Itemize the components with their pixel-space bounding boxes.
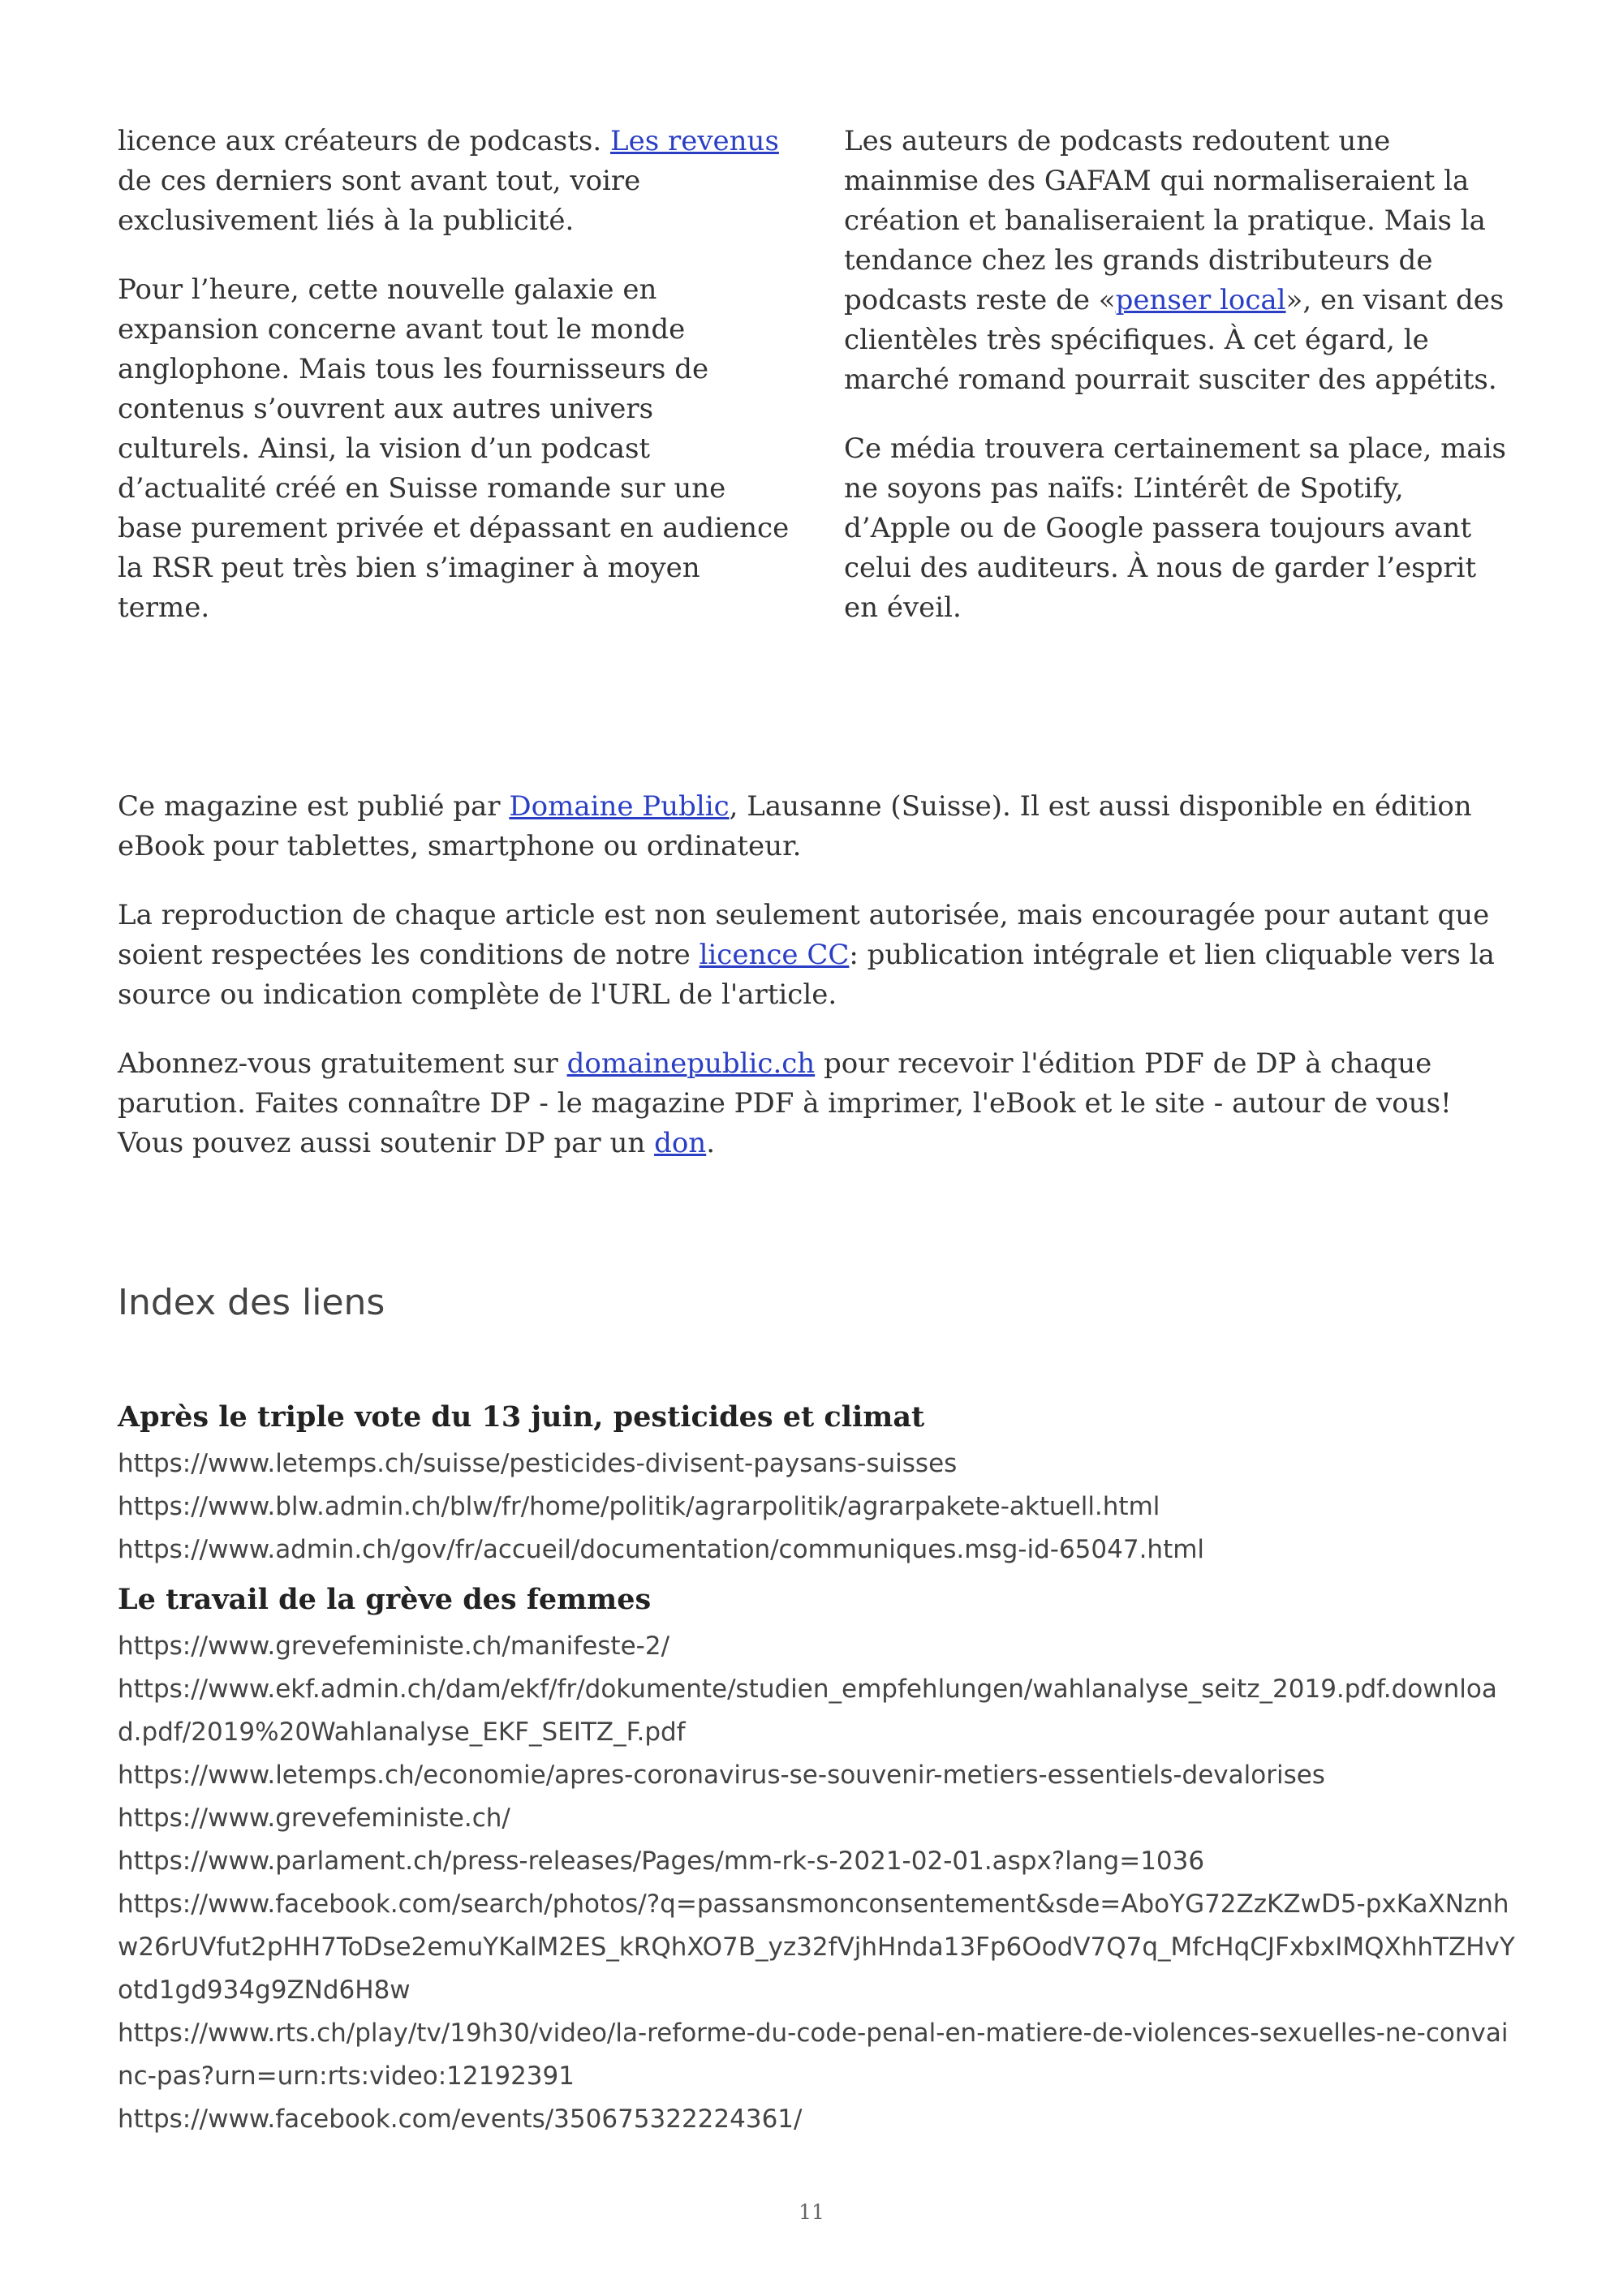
imprint-section [118, 787, 1518, 1193]
url-item[interactable]: https://www.blw.admin.ch/blw/fr/home/politik/agrarpolitik/agrarpakete-aktuell.html [118, 1492, 1160, 1521]
link-domainepublic-ch[interactable]: domainepublic.ch [566, 1047, 816, 1080]
url-item[interactable]: https://www.grevefeministe.ch/manifeste-2/ [118, 1632, 670, 1661]
url-item[interactable]: https://www.admin.ch/gov/fr/accueil/documentation/communiques.msg-id-65047.html [118, 1535, 1205, 1564]
link-licence-cc[interactable]: licence CC [699, 939, 850, 971]
index-title: Index des liens [118, 1282, 385, 1323]
link-les-revenus[interactable]: Les revenus [610, 125, 779, 157]
link-penser-local[interactable]: penser local [1115, 284, 1286, 316]
link-index [118, 1397, 1518, 2149]
url-item[interactable]: https://www.rts.ch/play/tv/19h30/video/la-reforme-du-code-penal-en-matiere-de-violences-sexuelles-ne-convainc-pas?urn=urn:rts:video:12192391 [118, 2019, 1509, 2091]
link-domaine-public[interactable]: Domaine Public [509, 790, 730, 823]
link-group-title: Le travail de la grève des femmes [118, 1583, 652, 1616]
paragraph: Pour l’heure, cette nouvelle galaxie en expansion concerne avant tout le monde anglophone. Mais tous les fournisseurs de contenus s’ouvrent aux autres univers culturels. Ainsi, la vision d’un podcast d’actualité créé en Suisse romande sur une base purement privée et dépassant en audience la RSR peut très bien s’imaginer à moyen terme. [118, 273, 790, 624]
paragraph: licence aux créateurs de podcasts. Les revenus de ces derniers sont avant tout, voire exclusivement liés à la publicité. [118, 125, 779, 237]
column-right [844, 122, 1518, 657]
imprint-paragraph: Ce magazine est publié par Domaine Public, Lausanne (Suisse). Il est aussi disponible en édition eBook pour tablettes, smartphone ou ordinateur. [118, 790, 1472, 862]
url-item[interactable]: https://www.parlament.ch/press-releases/Pages/mm-rk-s-2021-02-01.aspx?lang=1036 [118, 1847, 1205, 1876]
url-list [118, 1625, 1518, 2141]
url-item[interactable]: https://www.facebook.com/events/350675322224361/ [118, 2105, 803, 2134]
link-group-title: Après le triple vote du 13 juin, pesticides et climat [118, 1400, 925, 1434]
article-columns [118, 122, 1518, 657]
url-item[interactable]: https://www.grevefeministe.ch/ [118, 1804, 510, 1833]
url-item[interactable]: https://www.facebook.com/search/photos/?q=passansmonconsentement&sde=AboYG72ZzKZwD5-pxKaXNznhw26rUVfut2pHH7ToDse2emuYKalM2ES_kRQhXO7B_yz32fVjhHnda13Fp6OodV7Q7q_MfcHqCJFxbxIMQXhhTZHvYotd1gd934g9ZNd6H8w [118, 1890, 1515, 2005]
url-item[interactable]: https://www.ekf.admin.ch/dam/ekf/fr/dokumente/studien_empfehlungen/wahlanalyse_seitz_2019.pdf.download.pdf/2019%20Wahlanalyse_EKF_SEITZ_F.pdf [118, 1675, 1497, 1747]
url-item[interactable]: https://www.letemps.ch/economie/apres-coronavirus-se-souvenir-metiers-essentiels-devalorises [118, 1761, 1325, 1790]
column-left [118, 122, 791, 657]
link-don[interactable]: don [654, 1127, 707, 1159]
imprint-paragraph: Abonnez-vous gratuitement sur domainepublic.ch pour recevoir l'édition PDF de DP à chaque parution. Faites connaître DP - le magazine PDF à imprimer, l'eBook et le site - autour de vous! Vous pouvez aussi soutenir DP par un don. [118, 1047, 1452, 1159]
page-number: 11 [799, 2200, 824, 2224]
paragraph: Les auteurs de podcasts redoutent une mainmise des GAFAM qui normaliseraient la création et banaliseraient la pratique. Mais la tendance chez les grands distributeurs de podcasts reste de «penser local», en visant des clientèles très spécifiques. À cet égard, le marché romand pourrait susciter des appétits. [844, 125, 1505, 396]
paragraph: Ce média trouvera certainement sa place, mais ne soyons pas naïfs: L’intérêt de Spotify, d’Apple ou de Google passera toujours avant celui des auditeurs. À nous de garder l’esprit en éveil. [844, 432, 1506, 624]
url-item[interactable]: https://www.letemps.ch/suisse/pesticides-divisent-paysans-suisses [118, 1449, 958, 1478]
imprint-paragraph: La reproduction de chaque article est non seulement autorisée, mais encouragée pour autant que soient respectées les conditions de notre licence CC: publication intégrale et lien cliquable vers la source ou indication complète de l'URL de l'article. [118, 899, 1495, 1011]
url-list [118, 1443, 1518, 1572]
